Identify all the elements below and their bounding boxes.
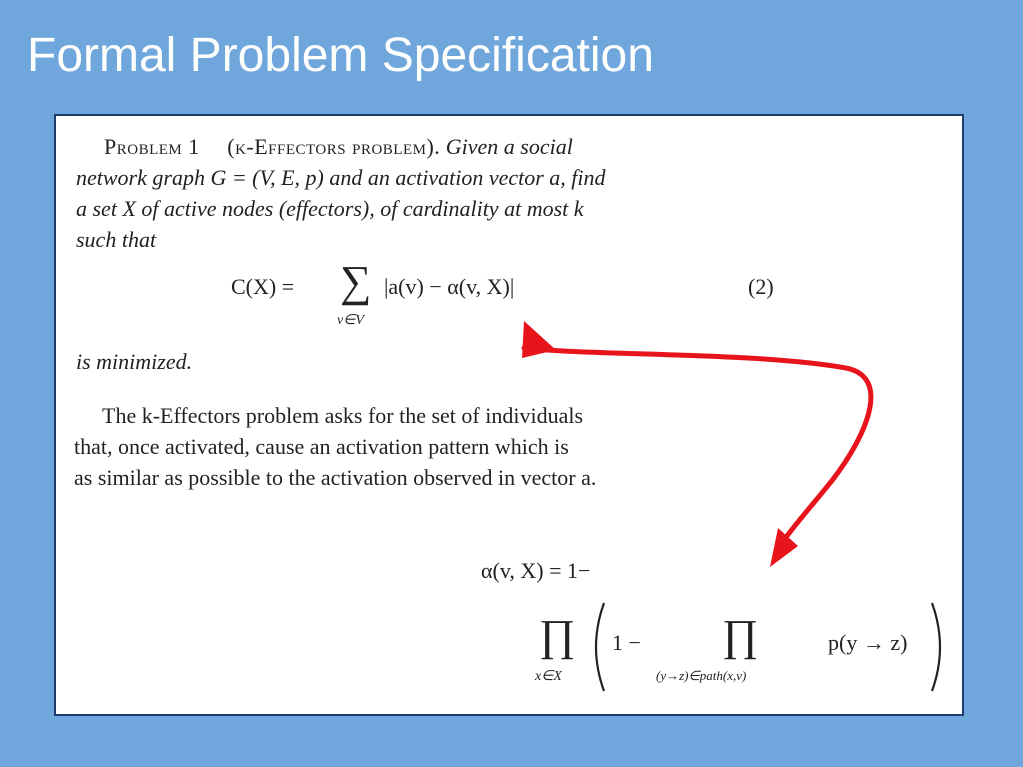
problem-heading: Problem 1: [104, 134, 200, 159]
sum-subscript: v∈V: [337, 313, 364, 328]
inner-term: 1 −: [612, 630, 641, 655]
description-line-1: The k-Effectors problem asks for the set of individuals: [102, 403, 584, 428]
slide-title: Formal Problem Specification: [27, 29, 654, 82]
equation-number: (2): [748, 274, 774, 299]
red-arrow: [56, 116, 966, 718]
problem-line-5: is minimized.: [76, 349, 193, 374]
equation-rhs: |a(v) − α(v, X)|: [384, 274, 515, 299]
outer-product-subscript: x∈X: [535, 669, 562, 684]
description-line-2: that, once activated, cause an activation pattern which is: [74, 434, 569, 459]
problem-line-3: a set X of active nodes (effectors), of cardinality at most k: [76, 196, 584, 221]
arrow-head: [770, 528, 798, 567]
probability-factor: p(y → z): [828, 630, 908, 655]
inner-product-symbol: ∏: [722, 611, 759, 660]
description-line-3: as similar as possible to the activation observed in vector a.: [74, 465, 597, 490]
alpha-lhs: α(v, X) = 1−: [481, 558, 591, 583]
paper-excerpt: [54, 114, 964, 716]
equation-lhs: C(X) =: [231, 274, 295, 299]
problem-line-1-rest: Given a social: [445, 134, 573, 159]
problem-name: (k-Effectors problem).: [227, 134, 441, 159]
problem-line-2: network graph G = (V, E, p) and an activation vector a, find: [76, 165, 606, 190]
inner-product-subscript: (y→z)∈path(x,v): [656, 668, 747, 683]
outer-product-symbol: ∏: [539, 611, 576, 660]
problem-line-4: such that: [76, 227, 157, 252]
sum-symbol: ∑: [340, 257, 372, 306]
